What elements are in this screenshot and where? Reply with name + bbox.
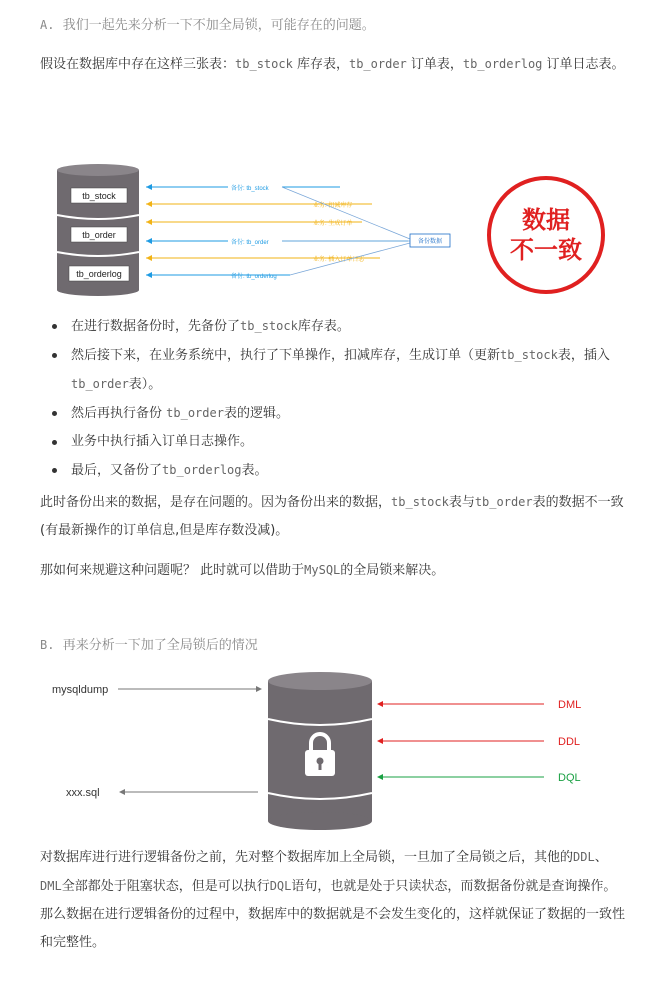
- problem-code-stock: tb_stock: [391, 495, 449, 509]
- arrow-business-deduct: [146, 201, 372, 209]
- list-item: [52, 399, 632, 428]
- backup-data-label: 备份数据: [417, 239, 443, 245]
- table-label-stock-text: tb_stock: [82, 191, 116, 201]
- arrow-label-backup-orderlog: 备份: tb_orderlog: [231, 274, 277, 280]
- inconsistent-stamp: [489, 178, 603, 292]
- section-a-marker: A.: [40, 18, 55, 32]
- problem-text-1: 此时备份出来的数据，是存在问题的。因为备份出来的数据，: [40, 495, 392, 510]
- step3-text-1: 然后再执行备份: [71, 406, 167, 421]
- arrow-label-business-deduct: 业务: 扣减库存: [313, 203, 353, 209]
- list-item: [52, 312, 632, 341]
- section-b-heading: [40, 631, 628, 660]
- problem-paragraph: [40, 488, 628, 545]
- arrow-mysqldump: [52, 684, 262, 696]
- lock-text-4: 语句，也就是处于只读状态，而数据备份就是查询操作。那么数据在进行逻辑备份的过程中，数据库中的数据就是不会发生变化的，这样就保证了数据的一致性和完整性。: [40, 879, 626, 950]
- intro-code-orderlog: tb_orderlog: [462, 57, 543, 71]
- table-label-orderlog-text: tb_orderlog: [76, 269, 122, 279]
- step2-code-2: tb_order: [71, 377, 129, 391]
- stamp-line-1: 数据: [522, 207, 570, 234]
- arrow-dql: [377, 772, 581, 784]
- label-xxx-sql: xxx.sql: [66, 787, 100, 799]
- label-ddl: DDL: [558, 736, 581, 748]
- arrow-label-backup-order: 备份: tb_order: [231, 240, 269, 246]
- step2-text-2: 表，插入: [557, 348, 610, 363]
- arrow-label-backup-stock: 备份: tb_stock: [231, 186, 269, 192]
- step3-code: tb_order: [166, 406, 224, 420]
- table-label-stock: [71, 188, 127, 203]
- lock-icon: [305, 734, 335, 776]
- arrow-ddl: [377, 736, 580, 748]
- arrow-dml: [377, 699, 581, 711]
- solution-paragraph: [40, 556, 628, 585]
- arrow-business-create: [146, 219, 362, 227]
- problem-text-3: 表的数据不一致(有最新操作的订单信息,但是库存数没减)。: [40, 495, 624, 538]
- lock-code-ddl: DDL: [573, 850, 595, 864]
- label-dml: DML: [558, 699, 582, 711]
- database-cylinder-b: [268, 672, 372, 830]
- list-item: [52, 428, 632, 456]
- solution-code-mysql: MySQL: [304, 563, 341, 577]
- step2-text-3: 表）。: [128, 377, 162, 392]
- step5-text-2: 表。: [241, 463, 268, 478]
- intro-code-order: tb_order: [348, 57, 407, 71]
- solution-text-2: 的全局锁来解决。: [340, 563, 445, 578]
- label-mysqldump: mysqldump: [52, 684, 109, 696]
- steps-list: [52, 312, 632, 485]
- arrow-business-insertlog: [146, 255, 380, 263]
- step1-code: tb_stock: [240, 319, 298, 333]
- backup-data-box: [410, 234, 450, 247]
- list-item: [52, 456, 632, 485]
- section-b-title: 再来分析一下加了全局锁后的情况: [62, 638, 258, 653]
- arrow-label-business-insertlog: 业务: 插入订单日志: [313, 257, 365, 263]
- lock-text-3: 全部都处于阻塞状态，但是可以执行: [61, 879, 270, 894]
- arrow-backup-stock: [146, 182, 340, 192]
- arrow-xxx-sql: [66, 787, 258, 799]
- step2-code-1: tb_stock: [500, 348, 558, 362]
- table-label-order: [71, 227, 127, 242]
- step1-text-1: 在进行数据备份时，先备份了: [71, 319, 241, 334]
- diagram-no-global-lock: [0, 0, 668, 310]
- step1-text-2: 库存表。: [297, 319, 350, 334]
- step5-text-1: 最后，又备份了: [71, 463, 163, 478]
- intro-text-4: 订单日志表。: [546, 57, 625, 72]
- arrow-backup-orderlog: [146, 272, 290, 280]
- lock-code-dml: DML: [40, 879, 62, 893]
- stamp-line-2: 不一致: [510, 237, 582, 264]
- lock-explanation-paragraph: [40, 843, 628, 957]
- intro-code-stock: tb_stock: [235, 57, 293, 71]
- label-dql: DQL: [558, 772, 581, 784]
- step2-text-1: 然后接下来，在业务系统中，执行了下单操作，扣减库存，生成订单（更新: [71, 348, 501, 363]
- step3-text-2: 表的逻辑。: [223, 406, 289, 421]
- table-label-order-text: tb_order: [82, 230, 116, 240]
- lock-code-dql: DQL: [269, 879, 292, 893]
- solution-text-1: 那如何来规避这种问题呢？ 此时就可以借助于: [40, 563, 305, 578]
- step5-code: tb_orderlog: [162, 463, 242, 477]
- intro-text-1: 假设在数据库中存在这样三张表：: [40, 57, 236, 72]
- problem-text-2: 表与: [448, 495, 475, 510]
- section-a-title: 我们一起先来分析一下不加全局锁，可能存在的问题。: [62, 18, 375, 33]
- lock-text-1: 对数据库进行进行逻辑备份之前，先对整个数据库加上全局锁，一旦加了全局锁之后，其他的: [40, 850, 574, 865]
- intro-text-2: 库存表，: [296, 57, 349, 72]
- intro-text-3: 订单表，: [410, 57, 463, 72]
- table-label-orderlog: [69, 266, 129, 281]
- arrow-label-business-create: 业务: 生成订单: [313, 221, 353, 227]
- step4-text: 业务中执行插入订单日志操作。: [71, 434, 254, 449]
- problem-code-order: tb_order: [474, 495, 533, 509]
- section-b-marker: B.: [40, 638, 55, 652]
- lock-text-2: 、: [594, 850, 608, 865]
- list-item: [52, 341, 632, 399]
